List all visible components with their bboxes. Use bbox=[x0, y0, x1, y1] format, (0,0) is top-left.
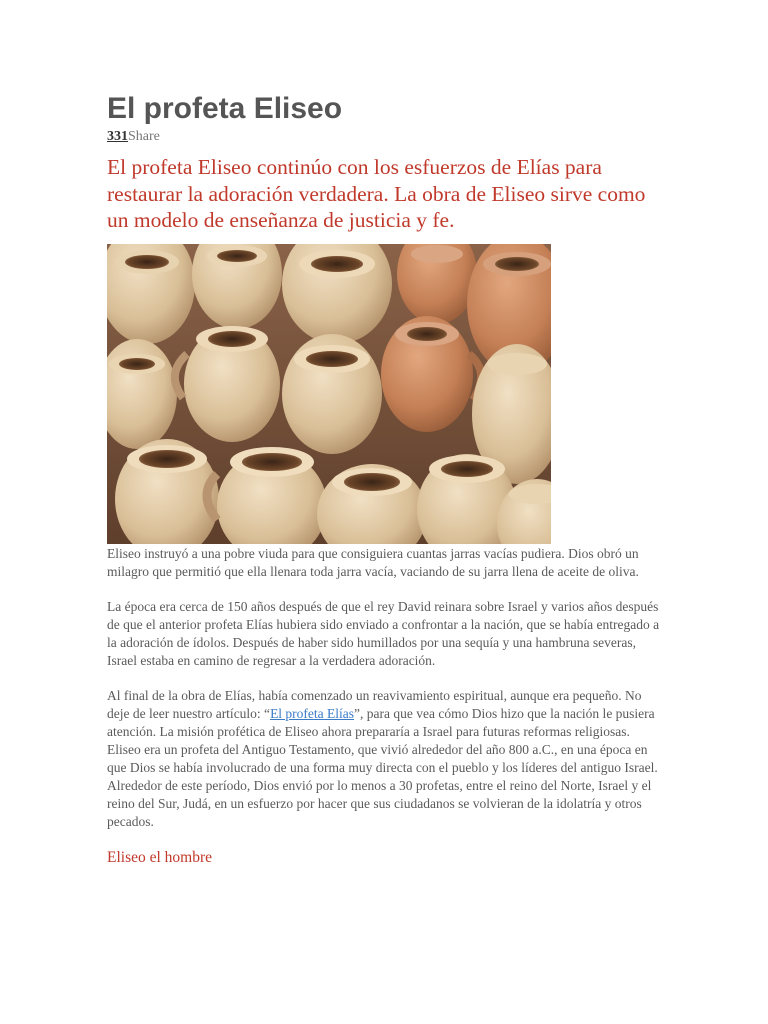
paragraph-2-text-before: Al final de la obra de Elías, había comenzado un reavivamiento espiritual, aunque era pequeño. No deje de leer nuestro artículo: “ bbox=[107, 687, 642, 721]
section-heading: Eliseo el hombre bbox=[107, 848, 213, 866]
paragraph-2-text-after: ”, para que vea cómo Dios hizo que la nación le pusiera atención. La misión profética de Eliseo ahora prepararía a Israel para futuras reformas religiosas. bbox=[107, 705, 655, 739]
image-caption: Eliseo instruyó a una pobre viuda para que consiguiera cuantas jarras vacías pudiera. Dios obró un milagro que permitió que ella llenara toda jarra vacía, vaciando de su jarra llena de aceite de oliva. bbox=[107, 545, 639, 579]
share-row bbox=[107, 128, 667, 146]
article-link-elias[interactable]: El profeta Elías bbox=[270, 705, 355, 721]
article bbox=[107, 90, 667, 868]
share-count[interactable]: 331 bbox=[107, 129, 128, 144]
paragraph-2 bbox=[107, 687, 667, 741]
paragraph-1: La época era cerca de 150 años después de que el rey David reinara sobre Israel y varios años después de que el anterior profeta Elías hubiera sido enviado a confrontar a la nación, que se había entregado a la adoración de ídolos. Después de haber sido humillados por una sequía y una hambruna severas, Israel estaba en camino de regresar a la verdadera adoración. bbox=[107, 598, 660, 668]
page-title: El profeta Eliseo bbox=[107, 92, 343, 125]
article-lead: El profeta Eliseo continúo con los esfuerzos de Elías para restaurar la adoración verdadera. La obra de Eliseo sirve como un modelo de enseñanza de justicia y fe. bbox=[107, 155, 646, 232]
paragraph-3: Eliseo era un profeta del Antiguo Testamento, que vivió alrededor del año 800 a.C., en una época en que Dios se había involucrado de una forma muy directa con el pueblo y los líderes del antiguo Israel. Alrededor de este período, Dios envió por lo menos a 30 profetas, entre el reino del Norte, Israel y el reino del Sur, Judá, en un esfuerzo por hacer que sus ciudadanos se volvieran de la idolatría y otros pecados. bbox=[107, 741, 658, 829]
share-label[interactable]: Share bbox=[128, 129, 160, 144]
clay-jars-photo bbox=[107, 244, 551, 544]
